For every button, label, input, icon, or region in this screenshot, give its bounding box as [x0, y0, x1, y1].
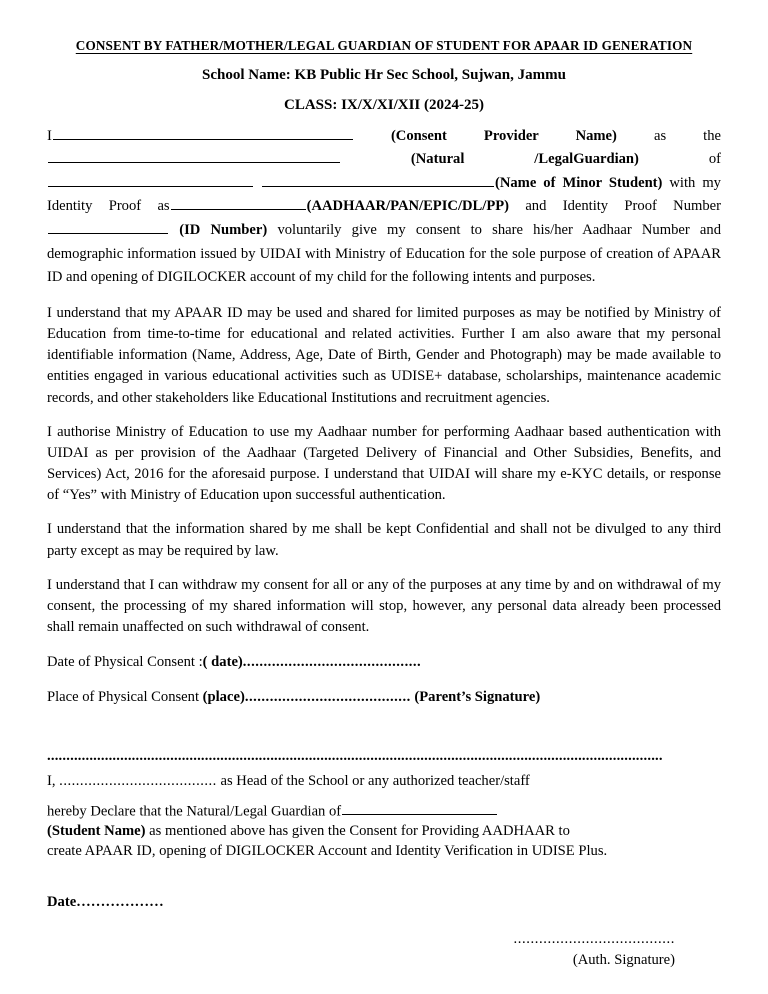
- page-title-text: CONSENT BY FATHER/MOTHER/LEGAL GUARDIAN OF STUDENT FOR APAAR ID GENERATION: [75, 38, 693, 53]
- guardian-type-blank[interactable]: [48, 149, 340, 163]
- declaration-student-name-blank[interactable]: [342, 801, 497, 815]
- parent-signature-label: (Parent’s Signature): [414, 688, 541, 705]
- head-declaration-role-text: as Head of the School or any authorized teacher/staff: [220, 773, 530, 790]
- head-of-school-declaration-line: [47, 770, 721, 793]
- name-of-minor-student-label: (Name of Minor Student): [494, 174, 663, 191]
- student-name-blank-part2[interactable]: [262, 172, 494, 186]
- authorised-signature-block: [47, 929, 721, 973]
- head-declaration-declare-text: hereby Declare that the Natural/Legal Guardian of: [47, 803, 342, 820]
- dotted-separator-rule: ................................................................................................................................................................: [47, 748, 663, 765]
- head-of-school-name-fill[interactable]: ......................................: [59, 773, 217, 790]
- date-placeholder-label: ( date): [202, 654, 243, 671]
- head-declaration-body: [47, 801, 721, 861]
- natural-legal-guardian-label: (Natural /LegalGuardian): [410, 151, 639, 168]
- head-declaration-body-line-2: create APAAR ID, opening of DIGILOCKER Account and Identity Verification in UDISE Plus.: [47, 842, 608, 859]
- place-of-physical-consent-line: [47, 686, 721, 709]
- id-types-label: (AADHAAR/PAN/EPIC/DL/PP): [306, 198, 510, 215]
- student-name-blank-part1[interactable]: [48, 172, 253, 186]
- id-number-label: (ID Number): [179, 222, 268, 239]
- class-line: CLASS: IX/X/XI/XII (2024-25): [283, 97, 485, 113]
- consent-withdrawal-paragraph: I understand that I can withdraw my consent for all or any of the purposes at any time by and on withdrawal of my consent, the processing of my shared information will stop, however, any personal data already been processed shall remain unaffected on such withdrawal of consent.: [47, 576, 721, 636]
- student-name-label: (Student Name): [47, 823, 146, 840]
- page-title: [47, 38, 721, 55]
- date-of-physical-consent-fill[interactable]: ...........................................: [242, 654, 422, 671]
- school-name-line: School Name: KB Public Hr Sec School, Sujwan, Jammu: [202, 66, 566, 83]
- apaar-usage-paragraph: I understand that my APAAR ID may be used and shared for limited purposes as may be notified by Ministry of Education from time-to-time for educational and related activities. Further I am also aware that my personal identifiable information (Name, Address, Age, Date of Birth, Gender and Photograph) may be made available to entities engaged in various educational activities such as UDISE+ database, scholarships, maintenance academic records, and other stakeholders like Educational Institutions and recruitment agencies.: [47, 304, 721, 406]
- consent-paragraph-tail: voluntarily give my consent to share his/her Aadhaar Number and demographic information issued by UIDAI with Ministry of Education for the sole purpose of creation of APAAR ID and opening of DIGILOCKER account of my child for the following intents and purposes.: [47, 222, 721, 286]
- of-word: of: [708, 151, 721, 168]
- place-of-physical-consent-label: Place of Physical Consent: [47, 688, 203, 705]
- consent-provider-name-label: (Consent Provider Name): [390, 127, 617, 144]
- place-placeholder-label: (place): [202, 688, 245, 705]
- consent-declaration-paragraph: [47, 125, 721, 290]
- section-spacer: [47, 718, 721, 748]
- identity-proof-type-blank[interactable]: [171, 196, 306, 210]
- as-the-text: as the: [653, 127, 722, 144]
- footer-date-line[interactable]: Date………………: [47, 893, 164, 910]
- date-of-physical-consent-line: [47, 651, 721, 674]
- authorised-signature-fill[interactable]: ......................................: [513, 930, 675, 947]
- consent-provider-name-blank[interactable]: [53, 125, 353, 139]
- identity-proof-number-blank[interactable]: [48, 220, 168, 234]
- head-declaration-body-line-1: as mentioned above has given the Consent for Providing AADHAAR to: [149, 823, 570, 840]
- identity-proof-number-text: and Identity Proof Number: [525, 198, 721, 215]
- head-declaration-lead: I,: [47, 773, 56, 790]
- date-of-physical-consent-label: Date of Physical Consent :: [47, 654, 203, 671]
- aadhaar-authorisation-paragraph: I authorise Ministry of Education to use my Aadhaar number for performing Aadhaar based authentication with UIDAI as per provision of the Aadhaar (Targeted Delivery of Financial and Other Subsidies, Benefits, and Services) Act, 2016 for the aforesaid purpose. I understand that UIDAI will share my e-KYC details, or response of “Yes” with Ministry of Education upon successful authentication.: [47, 423, 721, 504]
- identity-proof-intro-text: with my Identity Proof as: [47, 174, 721, 215]
- confidentiality-paragraph: I understand that the information shared by me shall be kept Confidential and shall not be divulged to any third party except as may be required by law.: [47, 521, 721, 559]
- authorised-signature-caption: (Auth. Signature): [572, 952, 675, 969]
- place-of-physical-consent-fill[interactable]: ........................................: [244, 688, 411, 705]
- consent-lead-i: I: [47, 127, 52, 144]
